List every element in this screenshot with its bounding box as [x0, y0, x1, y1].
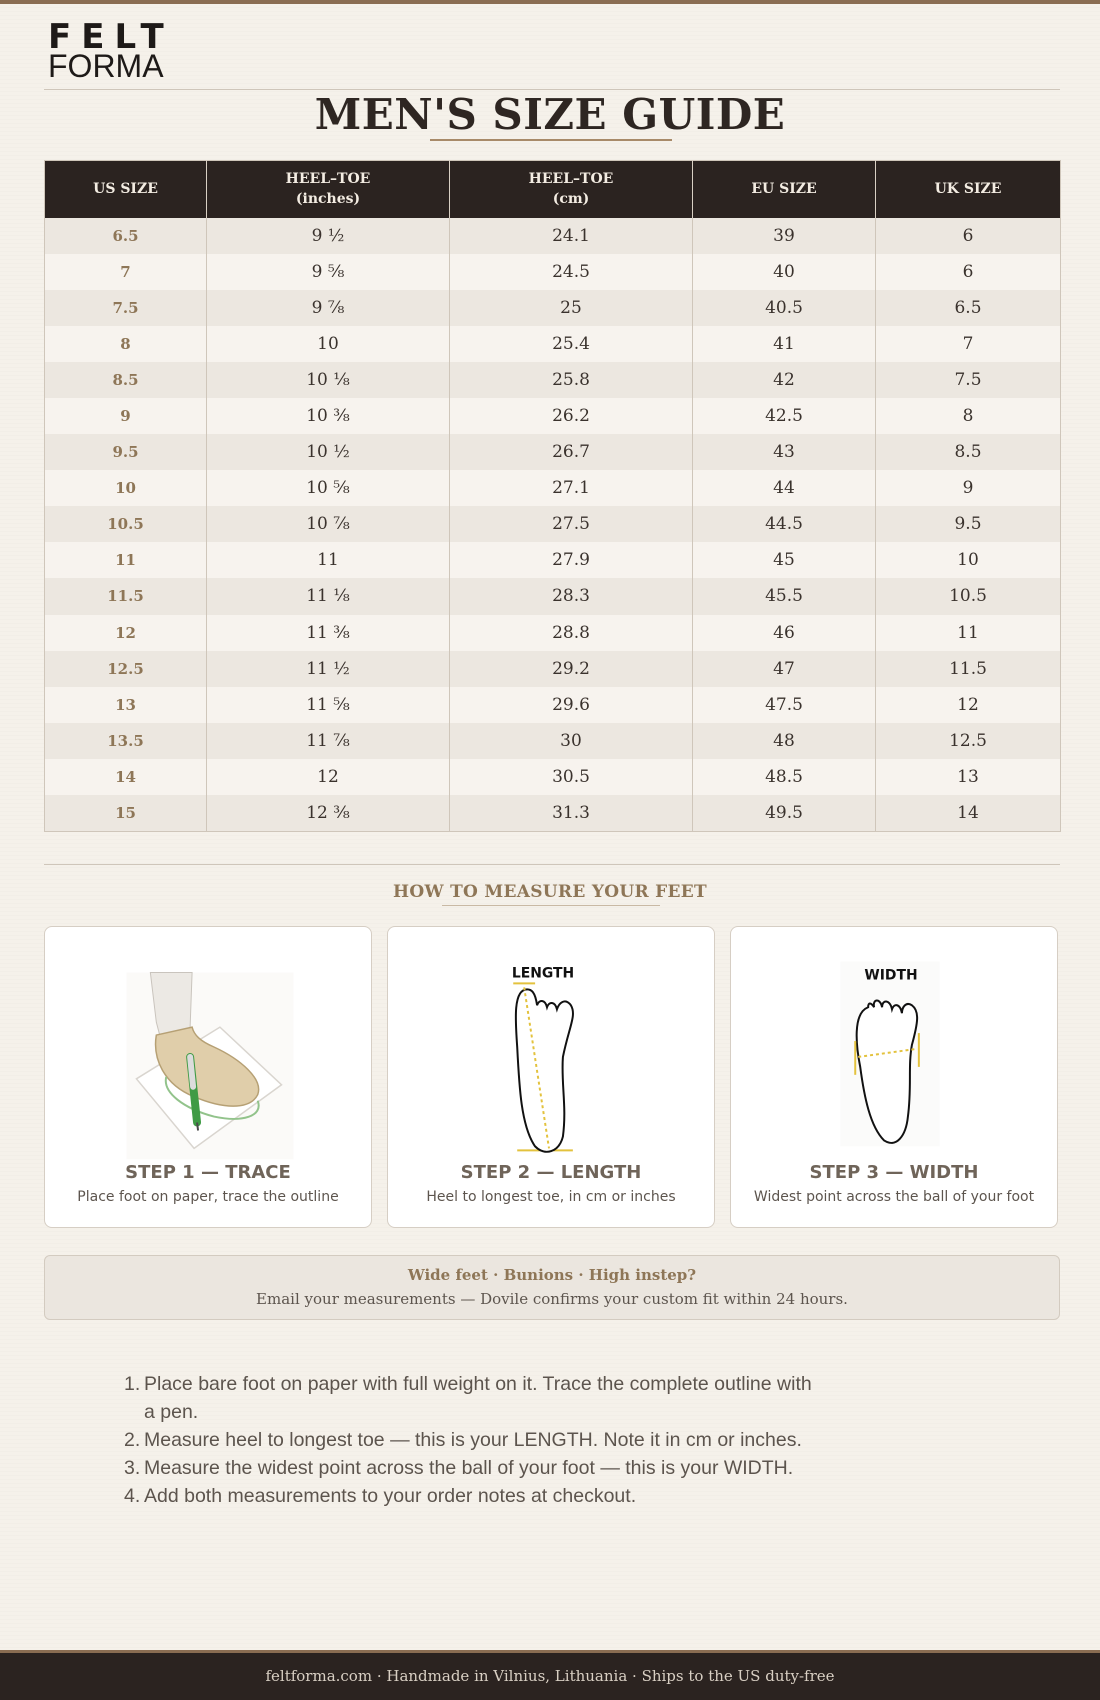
title-underline — [430, 139, 672, 141]
cell-heel-toe-cm: 28.8 — [450, 615, 693, 651]
cell-heel-toe-inches: 10 ½ — [207, 434, 450, 470]
width-label: WIDTH — [864, 967, 918, 984]
cell-heel-toe-cm: 29.6 — [450, 687, 693, 723]
table-row — [45, 542, 1061, 578]
cell-eu-size: 39 — [693, 218, 876, 254]
cell-heel-toe-cm: 27.9 — [450, 542, 693, 578]
step-number: 4. — [124, 1485, 141, 1507]
step-text: Add both measurements to your order notes at checkout. — [144, 1485, 637, 1507]
card-title: STEP 2 — LENGTH — [460, 1162, 642, 1183]
cell-heel-toe-inches: 9 ½ — [207, 218, 450, 254]
cell-uk-size: 7.5 — [876, 362, 1061, 398]
cell-heel-toe-inches: 10 ⅛ — [207, 362, 450, 398]
cell-heel-toe-cm: 25 — [450, 290, 693, 326]
cell-uk-size: 6 — [876, 218, 1061, 254]
cell-heel-toe-inches: 9 ⅝ — [207, 254, 450, 290]
cell-heel-toe-inches: 11 — [207, 542, 450, 578]
card-description: Place foot on paper, trace the outline — [77, 1189, 339, 1205]
cell-uk-size: 9 — [876, 470, 1061, 506]
cell-uk-size: 11 — [876, 615, 1061, 651]
cell-us-size: 10.5 — [45, 506, 207, 542]
cell-heel-toe-cm: 27.1 — [450, 470, 693, 506]
cell-uk-size: 12.5 — [876, 723, 1061, 759]
cell-heel-toe-inches: 10 — [207, 326, 450, 362]
table-row — [45, 254, 1061, 290]
cell-us-size: 13 — [45, 687, 207, 723]
cell-heel-toe-inches: 12 — [207, 759, 450, 795]
table-row — [45, 615, 1061, 651]
table-row — [45, 398, 1061, 434]
cell-heel-toe-cm: 25.4 — [450, 326, 693, 362]
cell-heel-toe-inches: 11 ½ — [207, 651, 450, 687]
cell-us-size: 10 — [45, 470, 207, 506]
cell-eu-size: 47.5 — [693, 687, 876, 723]
table-row — [45, 687, 1061, 723]
cell-eu-size: 40 — [693, 254, 876, 290]
table-row — [45, 795, 1061, 831]
cell-uk-size: 8.5 — [876, 434, 1061, 470]
cell-uk-size: 12 — [876, 687, 1061, 723]
step-text: Measure the widest point across the ball of your foot — this is your WIDTH. — [144, 1457, 794, 1479]
cell-eu-size: 42.5 — [693, 398, 876, 434]
custom-fit-callout — [44, 1255, 1060, 1320]
cell-heel-toe-inches: 11 ⅞ — [207, 723, 450, 759]
cell-heel-toe-cm: 30.5 — [450, 759, 693, 795]
header-heel-toe-inches: HEEL–TOE (inches) — [207, 161, 450, 218]
header-us-size: US SIZE — [45, 161, 207, 218]
cell-us-size: 9 — [45, 398, 207, 434]
cell-eu-size: 44.5 — [693, 506, 876, 542]
header-uk-size: UK SIZE — [876, 161, 1061, 218]
cell-uk-size: 10.5 — [876, 578, 1061, 614]
page-title: MEN'S SIZE GUIDE — [314, 90, 786, 139]
page-footer: feltforma.com · Handmade in Vilnius, Lithuania · Ships to the US duty-free — [0, 1650, 1100, 1700]
cell-us-size: 8.5 — [45, 362, 207, 398]
cell-eu-size: 48 — [693, 723, 876, 759]
cell-heel-toe-inches: 12 ⅜ — [207, 795, 450, 831]
cell-heel-toe-cm: 31.3 — [450, 795, 693, 831]
cell-us-size: 11 — [45, 542, 207, 578]
cell-us-size: 6.5 — [45, 218, 207, 254]
card-title: STEP 1 — TRACE — [125, 1162, 291, 1183]
table-row — [45, 506, 1061, 542]
list-item — [118, 1370, 818, 1426]
measure-card-length — [387, 926, 715, 1228]
cell-eu-size: 45 — [693, 542, 876, 578]
measure-heading-underline — [442, 905, 660, 906]
cell-eu-size: 44 — [693, 470, 876, 506]
cell-us-size: 12.5 — [45, 651, 207, 687]
cell-us-size: 9.5 — [45, 434, 207, 470]
measure-section-heading: HOW TO MEASURE YOUR FEET — [393, 882, 707, 902]
measure-steps-list — [118, 1370, 818, 1510]
cell-heel-toe-inches: 11 ⅛ — [207, 578, 450, 614]
cell-us-size: 7 — [45, 254, 207, 290]
cell-heel-toe-cm: 29.2 — [450, 651, 693, 687]
callout-text: Email your measurements — Dovile confirms your custom fit within 24 hours. — [256, 1290, 848, 1308]
callout-headline: Wide feet · Bunions · High instep? — [407, 1266, 697, 1284]
card-description: Widest point across the ball of your foot — [753, 1189, 1035, 1205]
step-text: Measure heel to longest toe — this is your LENGTH. Note it in cm or inches. — [144, 1429, 802, 1451]
foot-length-icon — [388, 927, 714, 1167]
card-description: Heel to longest toe, in cm or inches — [426, 1189, 676, 1205]
list-item — [118, 1426, 818, 1454]
list-item — [118, 1482, 818, 1510]
cell-eu-size: 41 — [693, 326, 876, 362]
table-row — [45, 290, 1061, 326]
header-heel-toe-cm: HEEL–TOE (cm) — [450, 161, 693, 218]
table-row — [45, 326, 1061, 362]
brand-logo[interactable] — [48, 17, 178, 84]
foot-width-icon — [731, 927, 1057, 1167]
cell-uk-size: 6.5 — [876, 290, 1061, 326]
table-row — [45, 723, 1061, 759]
foot-tracing-icon — [45, 927, 371, 1167]
table-row — [45, 218, 1061, 254]
table-row — [45, 578, 1061, 614]
cell-heel-toe-cm: 27.5 — [450, 506, 693, 542]
cell-eu-size: 45.5 — [693, 578, 876, 614]
cell-us-size: 12 — [45, 615, 207, 651]
cell-uk-size: 10 — [876, 542, 1061, 578]
cell-us-size: 14 — [45, 759, 207, 795]
table-row — [45, 470, 1061, 506]
cell-heel-toe-inches: 11 ⅝ — [207, 687, 450, 723]
cell-uk-size: 13 — [876, 759, 1061, 795]
cell-eu-size: 40.5 — [693, 290, 876, 326]
measure-card-trace — [44, 926, 372, 1228]
cell-heel-toe-cm: 28.3 — [450, 578, 693, 614]
list-item — [118, 1454, 818, 1482]
cell-eu-size: 43 — [693, 434, 876, 470]
cell-heel-toe-inches: 9 ⅞ — [207, 290, 450, 326]
header-eu-size: EU SIZE — [693, 161, 876, 218]
step-number: 2. — [124, 1429, 141, 1451]
cell-eu-size: 42 — [693, 362, 876, 398]
cell-heel-toe-cm: 24.5 — [450, 254, 693, 290]
step-number: 3. — [124, 1457, 141, 1479]
logo-top-word: FELT — [48, 17, 174, 57]
table-header-row — [45, 161, 1061, 218]
cell-heel-toe-cm: 25.8 — [450, 362, 693, 398]
size-chart-table — [44, 160, 1061, 832]
cell-us-size: 13.5 — [45, 723, 207, 759]
cell-uk-size: 8 — [876, 398, 1061, 434]
logo-bottom-word: FORMA — [48, 48, 164, 84]
cell-uk-size: 7 — [876, 326, 1061, 362]
step-number: 1. — [124, 1373, 141, 1395]
table-row — [45, 362, 1061, 398]
cell-eu-size: 47 — [693, 651, 876, 687]
card-title: STEP 3 — WIDTH — [809, 1162, 979, 1183]
cell-eu-size: 46 — [693, 615, 876, 651]
section-divider — [44, 864, 1060, 865]
table-row — [45, 434, 1061, 470]
cell-uk-size: 6 — [876, 254, 1061, 290]
cell-heel-toe-inches: 11 ⅜ — [207, 615, 450, 651]
cell-us-size: 8 — [45, 326, 207, 362]
cell-uk-size: 14 — [876, 795, 1061, 831]
cell-heel-toe-cm: 24.1 — [450, 218, 693, 254]
cell-heel-toe-inches: 10 ⅞ — [207, 506, 450, 542]
top-accent-rule — [0, 0, 1100, 4]
cell-us-size: 11.5 — [45, 578, 207, 614]
table-row — [45, 759, 1061, 795]
measure-card-width — [730, 926, 1058, 1228]
cell-heel-toe-cm: 26.7 — [450, 434, 693, 470]
table-row — [45, 651, 1061, 687]
cell-heel-toe-cm: 30 — [450, 723, 693, 759]
cell-heel-toe-inches: 10 ⅝ — [207, 470, 450, 506]
cell-eu-size: 49.5 — [693, 795, 876, 831]
cell-eu-size: 48.5 — [693, 759, 876, 795]
cell-heel-toe-inches: 10 ⅜ — [207, 398, 450, 434]
step-text: Place bare foot on paper with full weight on it. Trace the complete outline with a pen. — [144, 1373, 812, 1423]
cell-heel-toe-cm: 26.2 — [450, 398, 693, 434]
cell-us-size: 7.5 — [45, 290, 207, 326]
cell-us-size: 15 — [45, 795, 207, 831]
cell-uk-size: 9.5 — [876, 506, 1061, 542]
cell-uk-size: 11.5 — [876, 651, 1061, 687]
length-label: LENGTH — [511, 965, 575, 982]
